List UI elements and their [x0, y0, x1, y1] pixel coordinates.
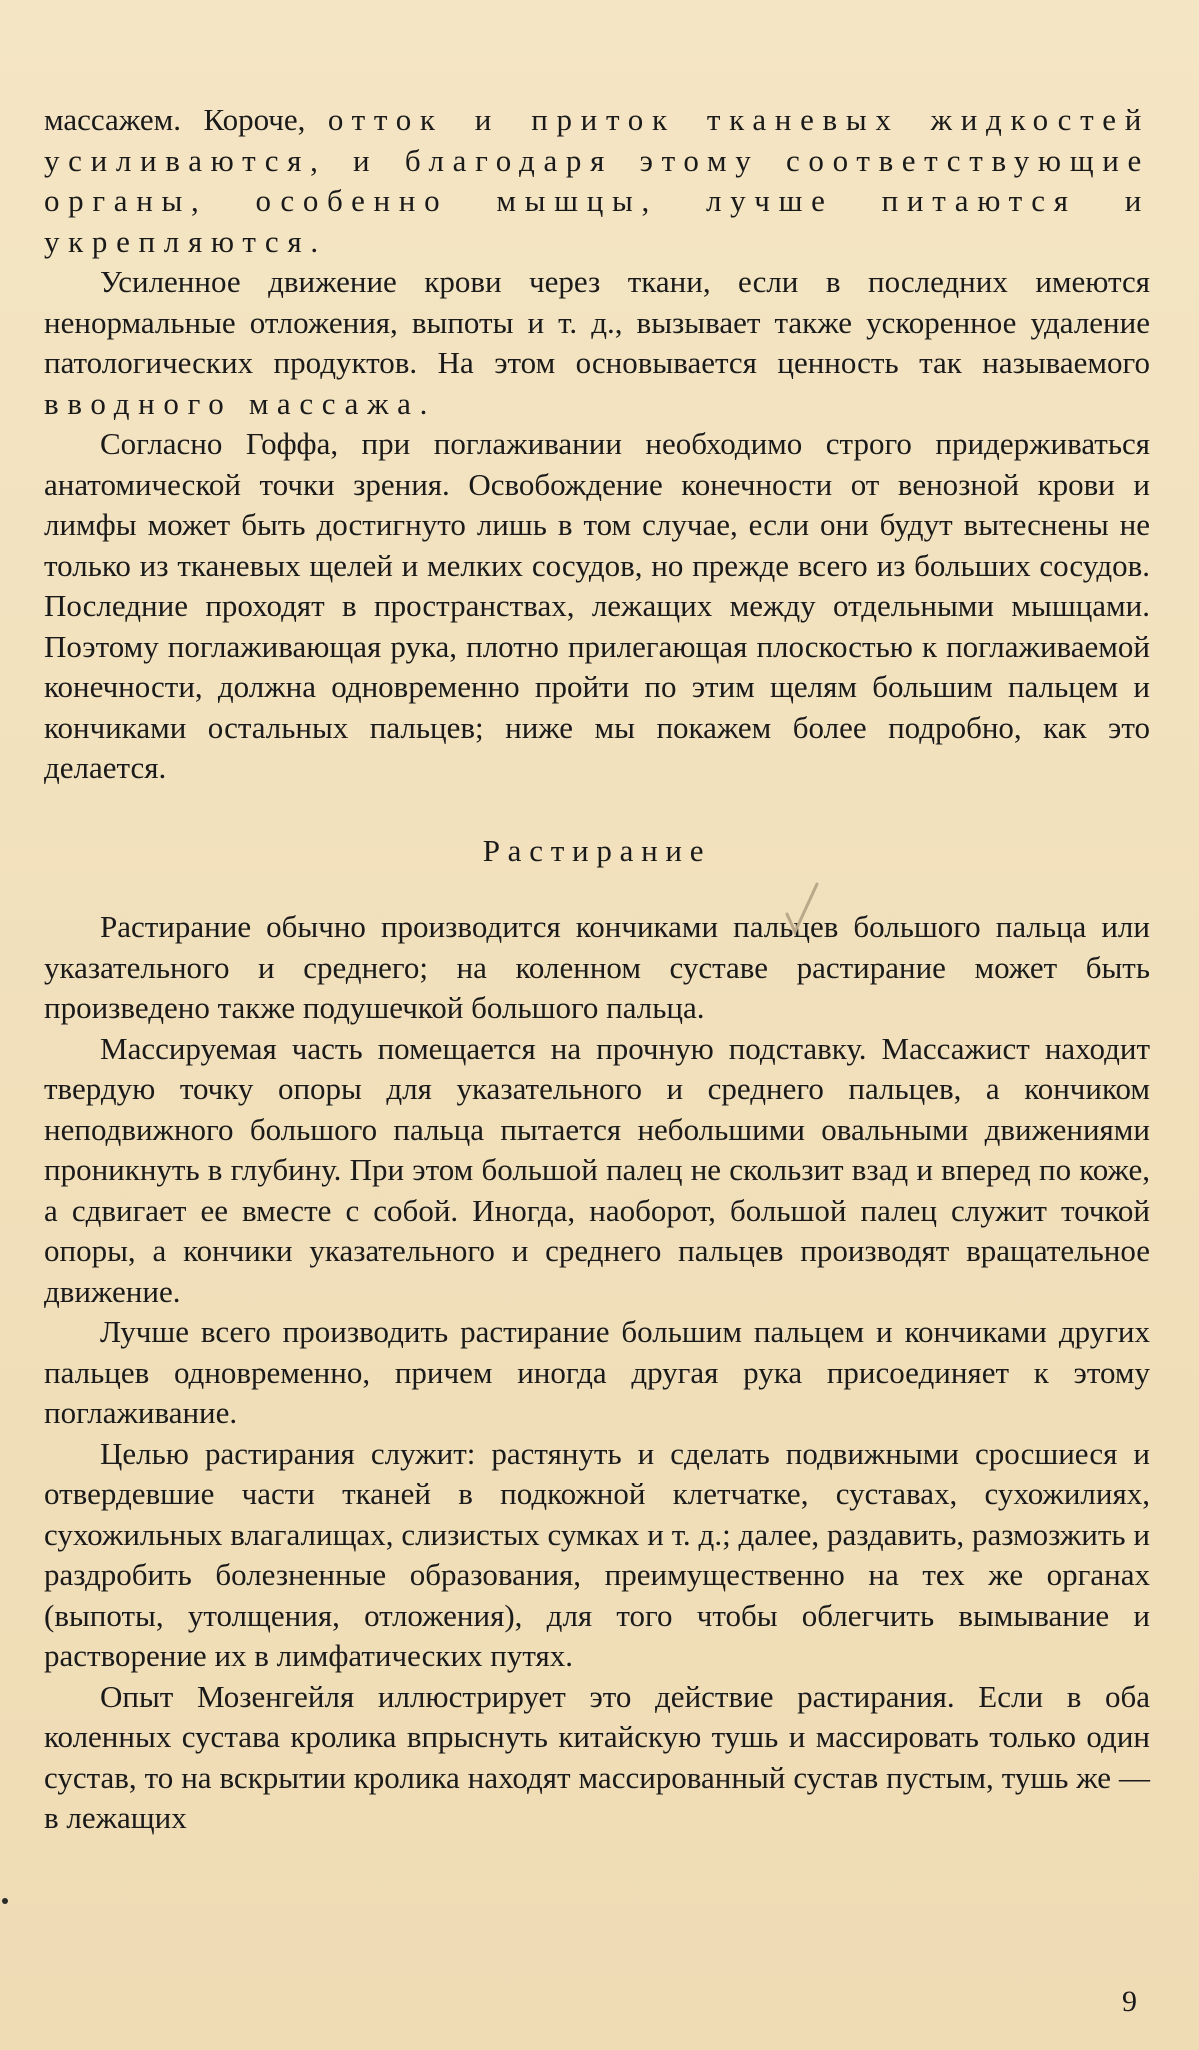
pencil-check-mark [783, 880, 823, 940]
paragraph: Лучше всего производить растирание большим пальцем и кончиками других пальцев одновременно, причем иногда другая рука присоединяет к этому поглаживание. [44, 1314, 1150, 1430]
paragraph: Целью растирания служит: растянуть и сделать подвижными сросшиеся и отвердевшие части тканей в подкожной клетчатке, суставах, сухожилиях, сухожильных влагалищах, слизистых сумках и т. д.; далее, раздавить, размозжить и раздробить болезненные образования, преимущественно на тех же органах (выпоты, утолщения, отложения), для того чтобы облегчить вымывание и растворение их в лимфатических путях. [44, 1435, 1150, 1673]
paragraph: Согласно Гоффа, при поглаживании необходимо строго придерживаться анатомической точки зрения. Освобождение конечности от венозной крови и лимфы может быть достигнуто лишь в том случае, если они будут вытеснены не только из тканевых щелей и мелких сосудов, но прежде всего из больших сосудов. Последние проходят в пространствах, лежащих между отдельными мышцами. Поэтому поглаживающая рука, плотно прилегающая плоскостью к поглаживаемой конечности, должна одновременно пройти по этим щелям большим пальцем и кончиками остальных пальцев; ниже мы покажем более подробно, как это делается. [44, 426, 1150, 785]
paragraph-lead-text: Усиленное движение крови через ткани, если в последних имеются ненормальные отложения, выпоты и т. д., вызывает также ускоренное удаление патологических продуктов. На этом основывается ценность так называемого [44, 264, 1150, 380]
margin-dot [2, 1898, 8, 1904]
paragraph: Растирание обычно производится кончиками пальцев большого пальца или указательного и среднего; на коленном суставе растирание может быть произведено также подушечкой большого пальца. [44, 909, 1150, 1025]
paragraph: Массируемая часть помещается на прочную подставку. Массажист находит твердую точку опоры для указательного и среднего пальцев, а кончиком неподвижного большого пальца пытается небольшими овальными движениями проникнуть в глубину. При этом большой палец не скользит взад и вперед по коже, а сдвигает ее вместе с собой. Иногда, наоборот, большой палец служит точкой опоры, а кончики указательного и среднего пальцев производят вращательное движение. [44, 1030, 1150, 1309]
paragraph: Опыт Мозенгейля иллюстрирует это действие растирания. Если в оба коленных сустава кролика впрыснуть китайскую тушь и массировать только один сустав, то на вскрытии кролика находят массированный сустав пустым, тушь же — в лежащих [44, 1678, 1150, 1835]
spaced-emphasis-text: вводного массажа. [44, 385, 437, 421]
paragraph [44, 262, 1150, 424]
section-heading: Растирание [482, 832, 712, 868]
paragraph-continuation [44, 100, 1150, 262]
page-text [44, 100, 1150, 1839]
paragraph-lead-text: массажем. Короче, [44, 102, 328, 137]
spaced-emphasis-text: отток и приток тканевых жидкостей усиливаются, и благодаря этому соответствующие органы, особенно мышцы, лучше питаются и укрепляются. [44, 102, 1150, 259]
page-number: 9 [1122, 1985, 1137, 2018]
